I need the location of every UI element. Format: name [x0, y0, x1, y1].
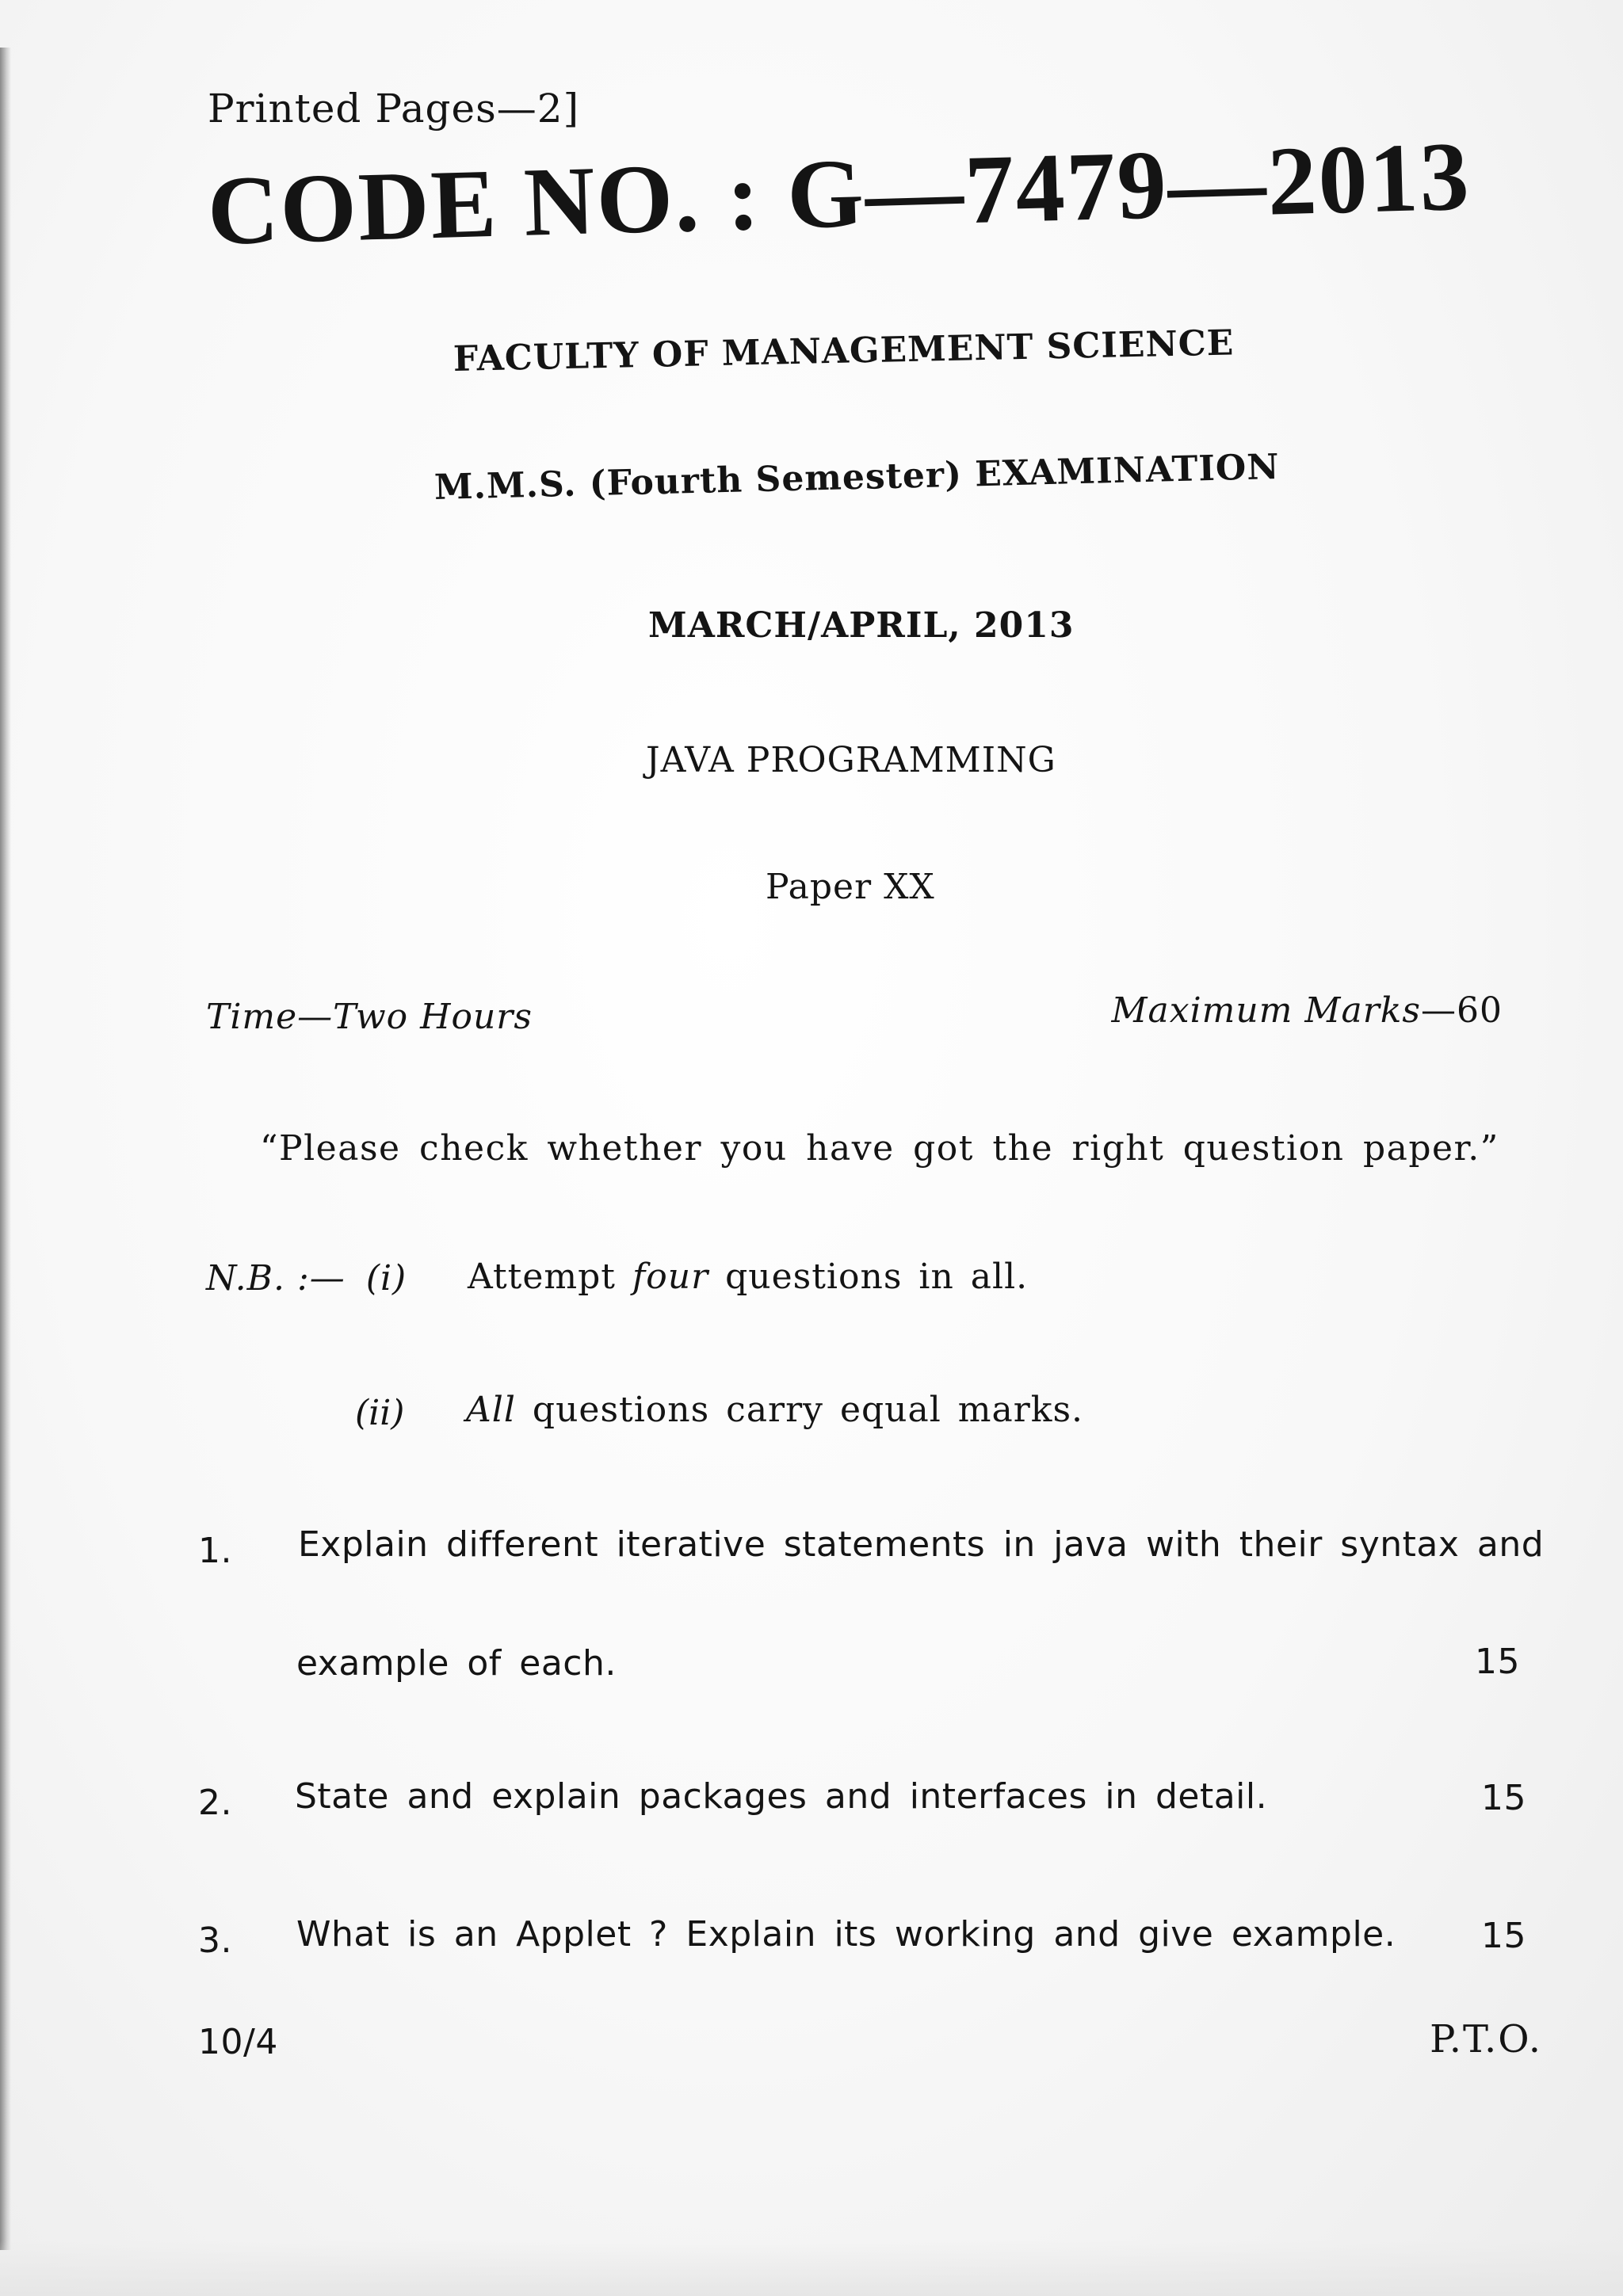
question-marks: 15	[1475, 1642, 1520, 1682]
exam-title: M.M.S. (Fourth Semester) EXAMINATION	[433, 446, 1281, 508]
faculty-title: FACULTY OF MANAGEMENT SCIENCE	[453, 322, 1235, 379]
question-marks: 15	[1481, 1778, 1526, 1818]
exam-session: MARCH/APRIL, 2013	[648, 605, 1075, 646]
note-text: Attempt four questions in all.	[468, 1257, 1029, 1297]
time-allowed: Time—Two Hours	[206, 997, 533, 1037]
question-marks: 15	[1481, 1916, 1526, 1956]
question-number: 1.	[198, 1531, 232, 1571]
maximum-marks-label: Maximum Marks	[1111, 990, 1421, 1031]
notes-label: N.B. :—	[206, 1258, 346, 1299]
note-number: (i)	[365, 1258, 407, 1299]
question-text: State and explain packages and interfaces in detail.	[295, 1776, 1268, 1817]
please-turn-over: P.T.O.	[1430, 2017, 1542, 2061]
note-number: (ii)	[355, 1393, 405, 1433]
check-instruction: “Please check whether you have got the right question paper.”	[260, 1128, 1499, 1169]
subject-title: JAVA PROGRAMMING	[646, 740, 1056, 780]
note-emphasis: All	[466, 1390, 516, 1430]
code-number: CODE NO. : G—7479—2013	[206, 121, 1472, 265]
printed-pages: Printed Pages—2]	[208, 86, 580, 132]
page-code: 10/4	[198, 2022, 278, 2062]
notes-label-row	[206, 1258, 407, 1299]
note-text: All questions carry equal marks.	[466, 1390, 1084, 1430]
note-emphasis: four	[632, 1257, 709, 1297]
question-number: 2.	[198, 1783, 232, 1823]
page-edge-shadow	[0, 48, 11, 2250]
question-text: What is an Applet ? Explain its working and give example.	[296, 1914, 1396, 1955]
question-text: example of each.	[296, 1643, 617, 1684]
maximum-marks-value: —60	[1421, 990, 1503, 1031]
question-text: Explain different iterative statements in java with their syntax and	[298, 1524, 1545, 1565]
question-number: 3.	[198, 1920, 232, 1961]
page-bottom-shadow	[0, 2241, 1623, 2296]
paper-number: Paper XX	[766, 867, 935, 907]
maximum-marks	[1111, 990, 1503, 1031]
